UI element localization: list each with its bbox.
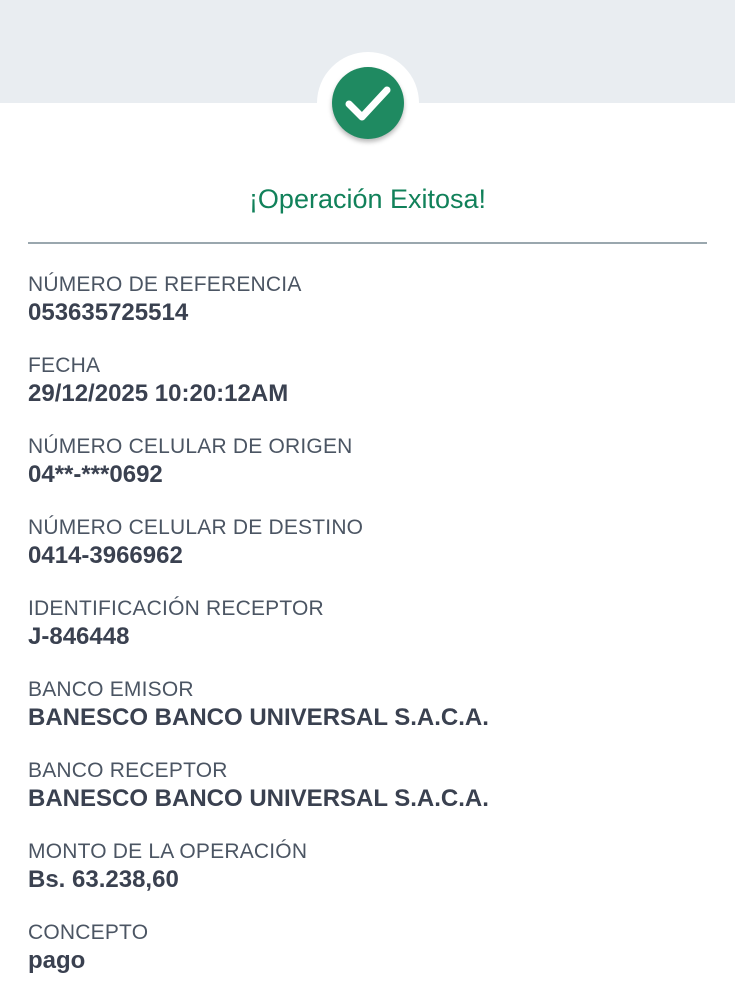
divider xyxy=(28,242,707,244)
field-value: pago xyxy=(28,947,86,974)
receiver-id-field xyxy=(28,595,718,676)
field-label: MONTO DE LA OPERACIÓN xyxy=(28,840,308,863)
field-value: 04**-***0692 xyxy=(28,461,163,488)
origin-phone-field xyxy=(28,433,718,514)
success-title: ¡Operación Exitosa! xyxy=(248,184,487,214)
field-value: J-846448 xyxy=(28,623,130,650)
operation-details xyxy=(28,271,718,1000)
field-label: BANCO RECEPTOR xyxy=(28,759,228,782)
check-circle-icon xyxy=(332,67,404,139)
destination-phone-field xyxy=(28,514,718,595)
reference-number-field xyxy=(28,271,718,352)
success-badge xyxy=(317,52,419,154)
field-value: Bs. 63.238,60 xyxy=(28,866,179,893)
field-label: NÚMERO DE REFERENCIA xyxy=(28,273,302,296)
field-value: 053635725514 xyxy=(28,299,189,326)
field-label: IDENTIFICACIÓN RECEPTOR xyxy=(28,597,324,620)
field-value: 0414-3966962 xyxy=(28,542,183,569)
field-label: NÚMERO CELULAR DE ORIGEN xyxy=(28,435,353,458)
amount-field xyxy=(28,838,718,919)
concept-field xyxy=(28,919,718,1000)
date-field xyxy=(28,352,718,433)
field-value: BANESCO BANCO UNIVERSAL S.A.C.A. xyxy=(28,785,489,812)
field-value: 29/12/2025 10:20:12AM xyxy=(28,380,289,407)
checkmark-icon xyxy=(332,67,404,139)
field-label: NÚMERO CELULAR DE DESTINO xyxy=(28,516,364,539)
receiver-bank-field xyxy=(28,757,718,838)
field-label: BANCO EMISOR xyxy=(28,678,194,701)
sender-bank-field xyxy=(28,676,718,757)
field-label: CONCEPTO xyxy=(28,921,149,944)
field-value: BANESCO BANCO UNIVERSAL S.A.C.A. xyxy=(28,704,489,731)
field-label: FECHA xyxy=(28,354,101,377)
